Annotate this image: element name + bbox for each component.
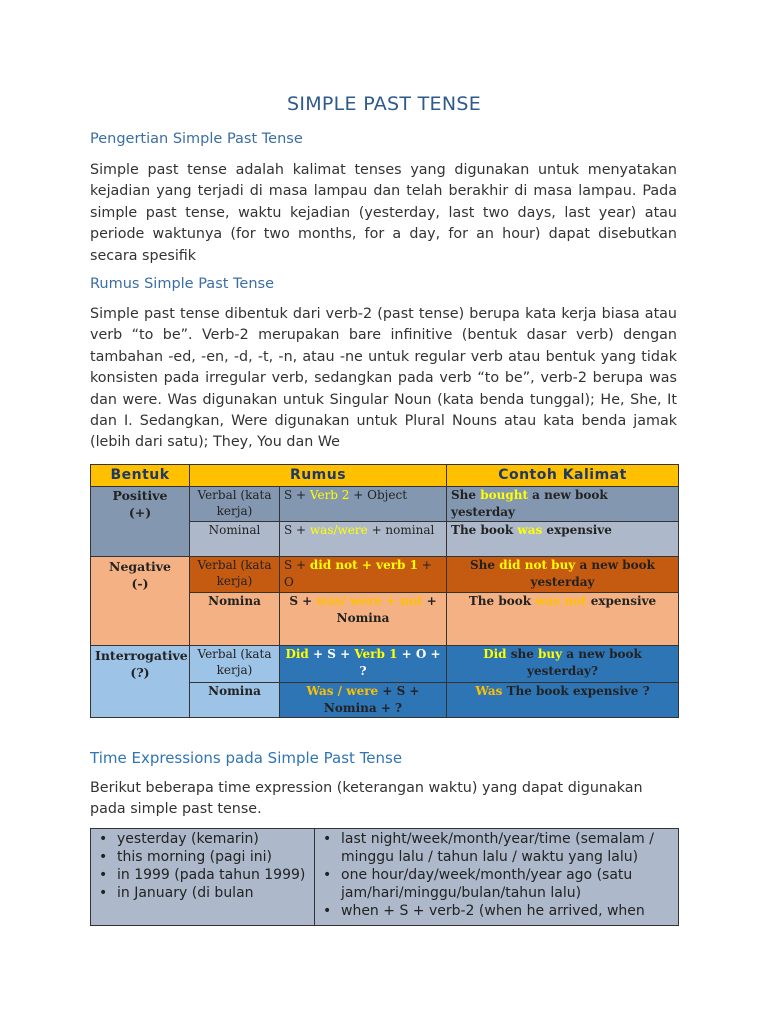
section-heading-pengertian: Pengertian Simple Past Tense (90, 131, 303, 147)
interrogative-sign: (?) (130, 665, 150, 680)
positive-verbal-type: Verbal (kata kerja) (190, 487, 280, 522)
table-row (91, 829, 679, 926)
positive-sign: (+) (128, 505, 152, 520)
interrogative-nominal-type: Nomina (190, 683, 280, 718)
paragraph-rumus: Simple past tense dibentuk dari verb-2 (past tense) berupa kata kerja biasa atau verb “to be”. Verb-2 merupakan bare infinitive (bentuk dasar verb) dengan tambahan -ed, -en, -d, -t, -n, atau -ne untuk regular verb atau bentuk yang tidak konsisten pada irregular verb, sedangkan pada verb “to be”, verb-2 berupa was dan were. Was digunakan untuk Singular Noun (kata benda tunggal); He, She, It dan I. Sedangkan, Were digunakan untuk Plural Nouns atau kata benda jamak (lebih dari satu); They, You dan We (90, 306, 677, 451)
negative-verbal-type: Verbal (kata kerja) (190, 557, 280, 593)
negative-nominal-formula: S + was/ were + not + Nomina (280, 593, 447, 646)
positive-verbal-formula: S + Verb 2 + Object (280, 487, 447, 522)
negative-label: Negative (109, 559, 171, 574)
section-heading-time-expressions: Time Expressions pada Simple Past Tense (90, 749, 403, 767)
positive-nominal-example: The book was expensive (447, 522, 679, 557)
list-item: • one hour/day/week/month/year ago (satu jam/hari/minggu/bulan/tahun lalu) (341, 866, 674, 902)
time-expressions-left-list (95, 830, 310, 902)
list-item: • yesterday (kemarin) (117, 830, 310, 848)
positive-label: Positive (112, 488, 168, 503)
interrogative-verbal-type: Verbal (kata kerja) (190, 646, 280, 683)
list-item: • when + S + verb-2 (when he arrived, when (341, 902, 674, 920)
positive-nominal-formula: S + was/were + nominal (280, 522, 447, 557)
table-header-row (91, 465, 679, 487)
table-row (91, 557, 679, 593)
negative-nominal-type: Nomina (190, 593, 280, 646)
header-rumus: Rumus (190, 465, 447, 487)
list-item: • in January (di bulan (117, 884, 310, 902)
time-expressions-left-cell (91, 829, 315, 926)
negative-verbal-formula: S + did not + verb 1 + O (280, 557, 447, 593)
positive-verbal-example: She bought a new book yesterday (447, 487, 679, 522)
interrogative-label-cell (91, 646, 190, 718)
interrogative-label: Interrogative (95, 648, 188, 663)
time-expressions-right-cell (315, 829, 679, 926)
list-item: • this morning (pagi ini) (117, 848, 310, 866)
positive-label-cell (91, 487, 190, 557)
time-expressions-table (90, 828, 679, 926)
interrogative-nominal-example: Was The book expensive ? (447, 683, 679, 718)
negative-nominal-example: The book was not expensive (447, 593, 679, 646)
page-title: SIMPLE PAST TENSE (286, 93, 482, 115)
list-item: • in 1999 (pada tahun 1999) (117, 866, 310, 884)
list-item: • last night/week/month/year/time (semalam / minggu lalu / tahun lalu / waktu yang lalu) (341, 830, 674, 866)
header-contoh-kalimat: Contoh Kalimat (447, 465, 679, 487)
paragraph-time-expressions: Berikut beberapa time expression (keterangan waktu) yang dapat digunakan pada simple past tense. (90, 780, 643, 818)
interrogative-verbal-example: Did she buy a new book yesterday? (447, 646, 679, 683)
negative-label-cell (91, 557, 190, 646)
negative-verbal-example: She did not buy a new book yesterday (447, 557, 679, 593)
negative-sign: (-) (131, 576, 149, 591)
table-row (91, 646, 679, 683)
table-row (91, 487, 679, 522)
formula-table (90, 464, 679, 718)
interrogative-verbal-formula: Did + S + Verb 1 + O + ? (280, 646, 447, 683)
interrogative-nominal-formula: Was / were + S + Nomina + ? (280, 683, 447, 718)
positive-nominal-type: Nominal (190, 522, 280, 557)
paragraph-pengertian: Simple past tense adalah kalimat tenses yang digunakan untuk menyatakan kejadian yang terjadi di masa lampau dan telah berakhir di masa lampau. Pada simple past tense, waktu kejadian (yesterday, last two days, last year) atau periode waktunya (for two months, for a day, for an hour) dapat disebutkan secara spesifik (90, 162, 677, 264)
section-heading-rumus: Rumus Simple Past Tense (90, 276, 275, 292)
header-bentuk: Bentuk (91, 465, 190, 487)
time-expressions-right-list (319, 830, 674, 920)
